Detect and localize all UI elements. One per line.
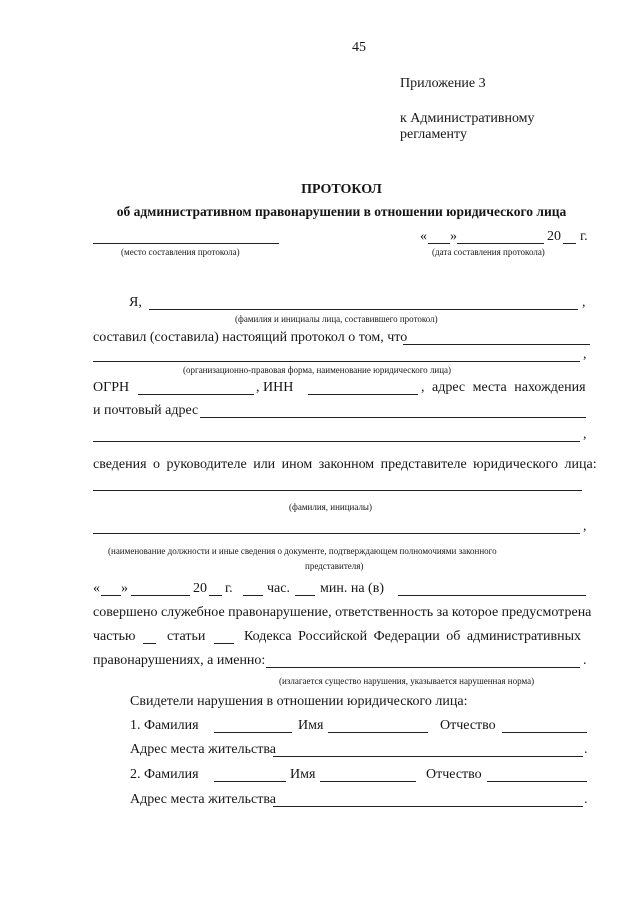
manager-name-line: [93, 490, 582, 491]
official-caption: (фамилия и инициалы лица, составившего протокол): [235, 314, 438, 324]
inn-label: , ИНН: [256, 380, 294, 395]
witness1-surname-label: 1. Фамилия: [130, 718, 199, 733]
date-open-quote: «: [420, 229, 427, 244]
date-caption: (дата составления протокола): [432, 247, 545, 257]
manager-position-caption-1: (наименование должности и иные сведения о документе, подтверждающем полномочиями законного: [108, 546, 497, 556]
address-label: , адрес места нахождения: [421, 380, 586, 395]
date-year-line: [563, 243, 576, 244]
offense-violations-label: правонарушениях, а именно:: [93, 653, 266, 668]
postal-comma: ,: [583, 427, 587, 442]
official-label: Я,: [129, 295, 142, 310]
manager-position-caption-2: представителя): [305, 561, 364, 571]
witness1-name-line: [328, 732, 428, 733]
offense-period: .: [583, 653, 587, 668]
witness1-patronymic-label: Отчество: [440, 718, 496, 733]
witness2-address-line: [273, 806, 583, 807]
time-hour-label: час.: [267, 581, 290, 596]
witness1-patronymic-line: [502, 732, 587, 733]
manager-text: сведения о руководителе или ином законном представителе юридического лица:: [93, 457, 597, 472]
time-day-line: [101, 595, 121, 596]
date-month-line: [457, 243, 544, 244]
time-min-label: мин. на (в): [320, 581, 384, 596]
postal-line-1: [200, 417, 586, 418]
time-close-quote: »: [121, 581, 128, 596]
appendix-to-line1: к Административному: [400, 111, 535, 126]
witness1-surname-line: [214, 732, 292, 733]
offense-description-line: [266, 667, 580, 668]
witness2-period: .: [584, 792, 588, 807]
time-min-line: [295, 595, 315, 596]
witness2-patronymic-line: [487, 781, 587, 782]
date-day-line: [428, 243, 450, 244]
witness2-patronymic-label: Отчество: [426, 767, 482, 782]
date-close-quote: »: [450, 229, 457, 244]
time-year-prefix: 20: [193, 581, 207, 596]
ogrn-label: ОГРН: [93, 380, 130, 395]
appendix-to-line2: регламенту: [400, 127, 467, 142]
witness1-period: .: [584, 742, 588, 757]
ogrn-line: [138, 394, 254, 395]
time-year-suffix: г.: [225, 581, 233, 596]
postal-line-2: [93, 441, 580, 442]
page-number: 45: [352, 40, 366, 55]
witness2-address-label: Адрес места жительства: [130, 792, 276, 807]
composed-text: составил (составила) настоящий протокол о том, что: [93, 330, 408, 345]
witness1-address-label: Адрес места жительства: [130, 742, 276, 757]
witnesses-heading: Свидетели нарушения в отношении юридического лица:: [130, 694, 468, 709]
offense-part-label: частью: [93, 629, 136, 644]
manager-position-line: [93, 533, 580, 534]
time-open-quote: «: [93, 581, 100, 596]
org-comma: ,: [583, 347, 587, 362]
witness2-surname-label: 2. Фамилия: [130, 767, 199, 782]
offense-part-line: [143, 643, 156, 644]
official-comma: ,: [582, 295, 586, 310]
org-caption: (организационно-правовая форма, наименование юридического лица): [183, 365, 452, 375]
protocol-subtitle: об административном правонарушении в отношении юридического лица: [116, 204, 567, 219]
postal-label: и почтовый адрес: [93, 403, 199, 418]
witness2-surname-line: [214, 781, 286, 782]
witness2-name-line: [320, 781, 416, 782]
org-name-line: [93, 361, 580, 362]
place-line: [93, 243, 279, 244]
time-hour-line: [243, 595, 263, 596]
witness2-name-label: Имя: [290, 767, 316, 782]
witness1-name-label: Имя: [298, 718, 324, 733]
inn-line: [308, 394, 418, 395]
manager-name-caption: (фамилия, инициалы): [289, 502, 372, 512]
time-year-line: [209, 595, 222, 596]
composed-line: [403, 344, 590, 345]
offense-code-text: Кодекса Российской Федерации об административных: [244, 629, 582, 644]
witness1-address-line: [273, 756, 583, 757]
time-place-line: [398, 595, 586, 596]
time-month-line: [131, 595, 190, 596]
date-year-prefix: 20: [547, 229, 561, 244]
appendix-title: Приложение 3: [400, 76, 486, 91]
place-caption: (место составления протокола): [121, 247, 240, 257]
offense-article-line: [214, 643, 234, 644]
offense-caption: (излагается существо нарушения, указывается нарушенная норма): [279, 676, 535, 686]
protocol-title: ПРОТОКОЛ: [301, 182, 382, 197]
date-year-suffix: г.: [580, 229, 588, 244]
offense-line1: совершено служебное правонарушение, ответственность за которое предусмотрена: [93, 605, 592, 620]
offense-article-label: статьи: [167, 629, 206, 644]
manager-comma: ,: [583, 519, 587, 534]
official-name-line: [149, 309, 578, 310]
